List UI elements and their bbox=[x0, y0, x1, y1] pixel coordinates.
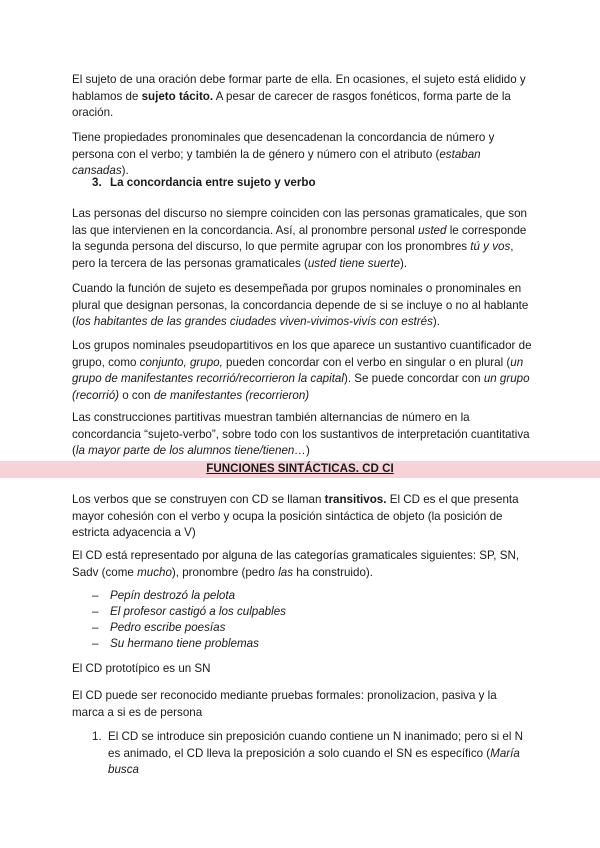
italic-example: usted bbox=[418, 223, 447, 237]
italic-example: las bbox=[278, 565, 294, 579]
example-list-item bbox=[92, 588, 512, 605]
paragraph-personas-discurso bbox=[72, 206, 532, 272]
text-run: , pero la tercera de las personas gramaticales ( bbox=[72, 240, 514, 270]
italic-example: mucho bbox=[137, 565, 172, 579]
italic-example: conjunto, grupo, bbox=[139, 355, 223, 369]
text-run: El CD se introduce sin preposición cuando contiene un N inanimado; pero si el N es animado, el CD lleva la preposición bbox=[108, 730, 524, 760]
italic-example: la mayor parte de los alumnos tiene/tienen… bbox=[75, 444, 306, 457]
italic-example: María busca bbox=[108, 746, 520, 776]
text-run: ). bbox=[432, 315, 440, 328]
bold-term: transitivos. bbox=[324, 493, 387, 506]
section-title bbox=[0, 461, 600, 478]
section-title-text: FUNCIONES SINTÁCTICAS. CD CI bbox=[206, 462, 394, 475]
example-text: Pedro escribe poesías bbox=[110, 621, 226, 634]
text-run: Los grupos nominales pseudopartitivos en los que aparece un sustantivo cuantificador de grupo, como bbox=[72, 339, 532, 369]
text-run: pueden concordar con el verbo en singular o en plural ( bbox=[222, 355, 511, 369]
dash-bullet: – bbox=[92, 637, 99, 650]
italic-example: estaban cansadas bbox=[72, 147, 481, 177]
text-run: Tiene propiedades pronominales que desencadenan la concordancia de número y persona con el verbo; y también la de género y número con el atributo ( bbox=[72, 131, 495, 161]
list-item-text bbox=[108, 729, 532, 779]
dash-bullet: – bbox=[92, 621, 99, 634]
text-run: Cuando la función de sujeto es desempeñada por grupos nominales o pronominales en plural que designan personas, la concordancia depende de si se incluye o no al hablante ( bbox=[72, 282, 529, 328]
paragraph-sujeto-tacito bbox=[72, 72, 532, 122]
text-run: El CD prototípico es un SN bbox=[72, 662, 211, 675]
example-text: El profesor castigó a los culpables bbox=[110, 605, 286, 618]
dash-bullet: – bbox=[92, 589, 99, 602]
example-list-item bbox=[92, 636, 512, 653]
italic-example: un grupo de manifestantes recorrió/recorrieron la capital bbox=[72, 355, 524, 385]
paragraph-pseudopartitivos bbox=[72, 338, 532, 404]
section-heading-concordancia bbox=[92, 175, 316, 192]
italic-example: los habitantes de las grandes ciudades viven-vivimos-vivís con estrés bbox=[75, 315, 433, 328]
paragraph-transitivos bbox=[72, 492, 532, 542]
example-text: Su hermano tiene problemas bbox=[110, 637, 259, 650]
text-run: ha construido). bbox=[293, 565, 373, 579]
text-run: ). bbox=[400, 256, 408, 270]
text-run: Los verbos que se construyen con CD se llaman bbox=[72, 493, 325, 506]
paragraph-partitivas bbox=[72, 410, 532, 460]
text-run: Las construcciones partitivas muestran también alternancias de número en la concordancia “sujeto-verbo”, sobre todo con los sustantivos de interpretación cuantitativa ( bbox=[72, 411, 530, 457]
paragraph-grupos-nominales-plural bbox=[72, 281, 532, 331]
list-number: 1. bbox=[92, 730, 102, 743]
text-run: Las personas del discurso no siempre coinciden con las personas gramaticales, que son las que intervienen en la concordancia. Así, al pronombre personal bbox=[72, 207, 527, 237]
text-run: El sujeto de una oración debe formar parte de ella. En ocasiones, el sujeto está elidido y hablamos de bbox=[72, 73, 526, 103]
text-run: ). Se puede concordar con bbox=[343, 372, 484, 385]
text-run: El CD es el que presenta mayor cohesión con el verbo y ocupa la posición sintáctica de objeto (la posición de estricta adyacencia a V) bbox=[72, 493, 519, 539]
italic-example: de manifestantes (recorrieron) bbox=[153, 388, 310, 402]
text-run: ), pronombre (pedro bbox=[171, 565, 279, 579]
heading-number: 3. bbox=[92, 176, 102, 189]
example-text: Pepín destrozó la pelota bbox=[110, 589, 236, 602]
example-list-item bbox=[92, 620, 512, 637]
text-run: le corresponde la segunda persona del discurso, lo que permite agrupar con los pronombres bbox=[72, 223, 527, 253]
text-run: o con bbox=[119, 388, 154, 402]
italic-example: usted tiene suerte bbox=[307, 256, 401, 270]
paragraph-pruebas-formales bbox=[72, 688, 532, 721]
text-run: solo cuando el SN es específico ( bbox=[314, 746, 491, 760]
text-run: El CD está representado por alguna de las categorías gramaticales siguientes: SP, SN, Sadv (come bbox=[72, 549, 520, 579]
italic-example: a bbox=[308, 746, 315, 760]
paragraph-propiedades-pronominales bbox=[72, 130, 532, 180]
example-list-item bbox=[92, 604, 512, 621]
italic-example: un grupo (recorrió) bbox=[72, 372, 530, 402]
heading-text: La concordancia entre sujeto y verbo bbox=[110, 176, 316, 189]
text-run: A pesar de carecer de rasgos fonéticos, forma parte de la oración. bbox=[72, 89, 511, 119]
italic-example: tú y vos bbox=[470, 240, 511, 253]
dash-bullet: – bbox=[92, 605, 99, 618]
paragraph-categorias-cd bbox=[72, 548, 532, 581]
bold-term: sujeto tácito. bbox=[141, 89, 214, 103]
text-run: ). bbox=[121, 164, 129, 177]
paragraph-cd-prototipico bbox=[72, 661, 532, 678]
text-run: ) bbox=[305, 444, 310, 457]
text-run: El CD puede ser reconocido mediante pruebas formales: pronolizacion, pasiva y la marca a si es de persona bbox=[72, 689, 497, 719]
